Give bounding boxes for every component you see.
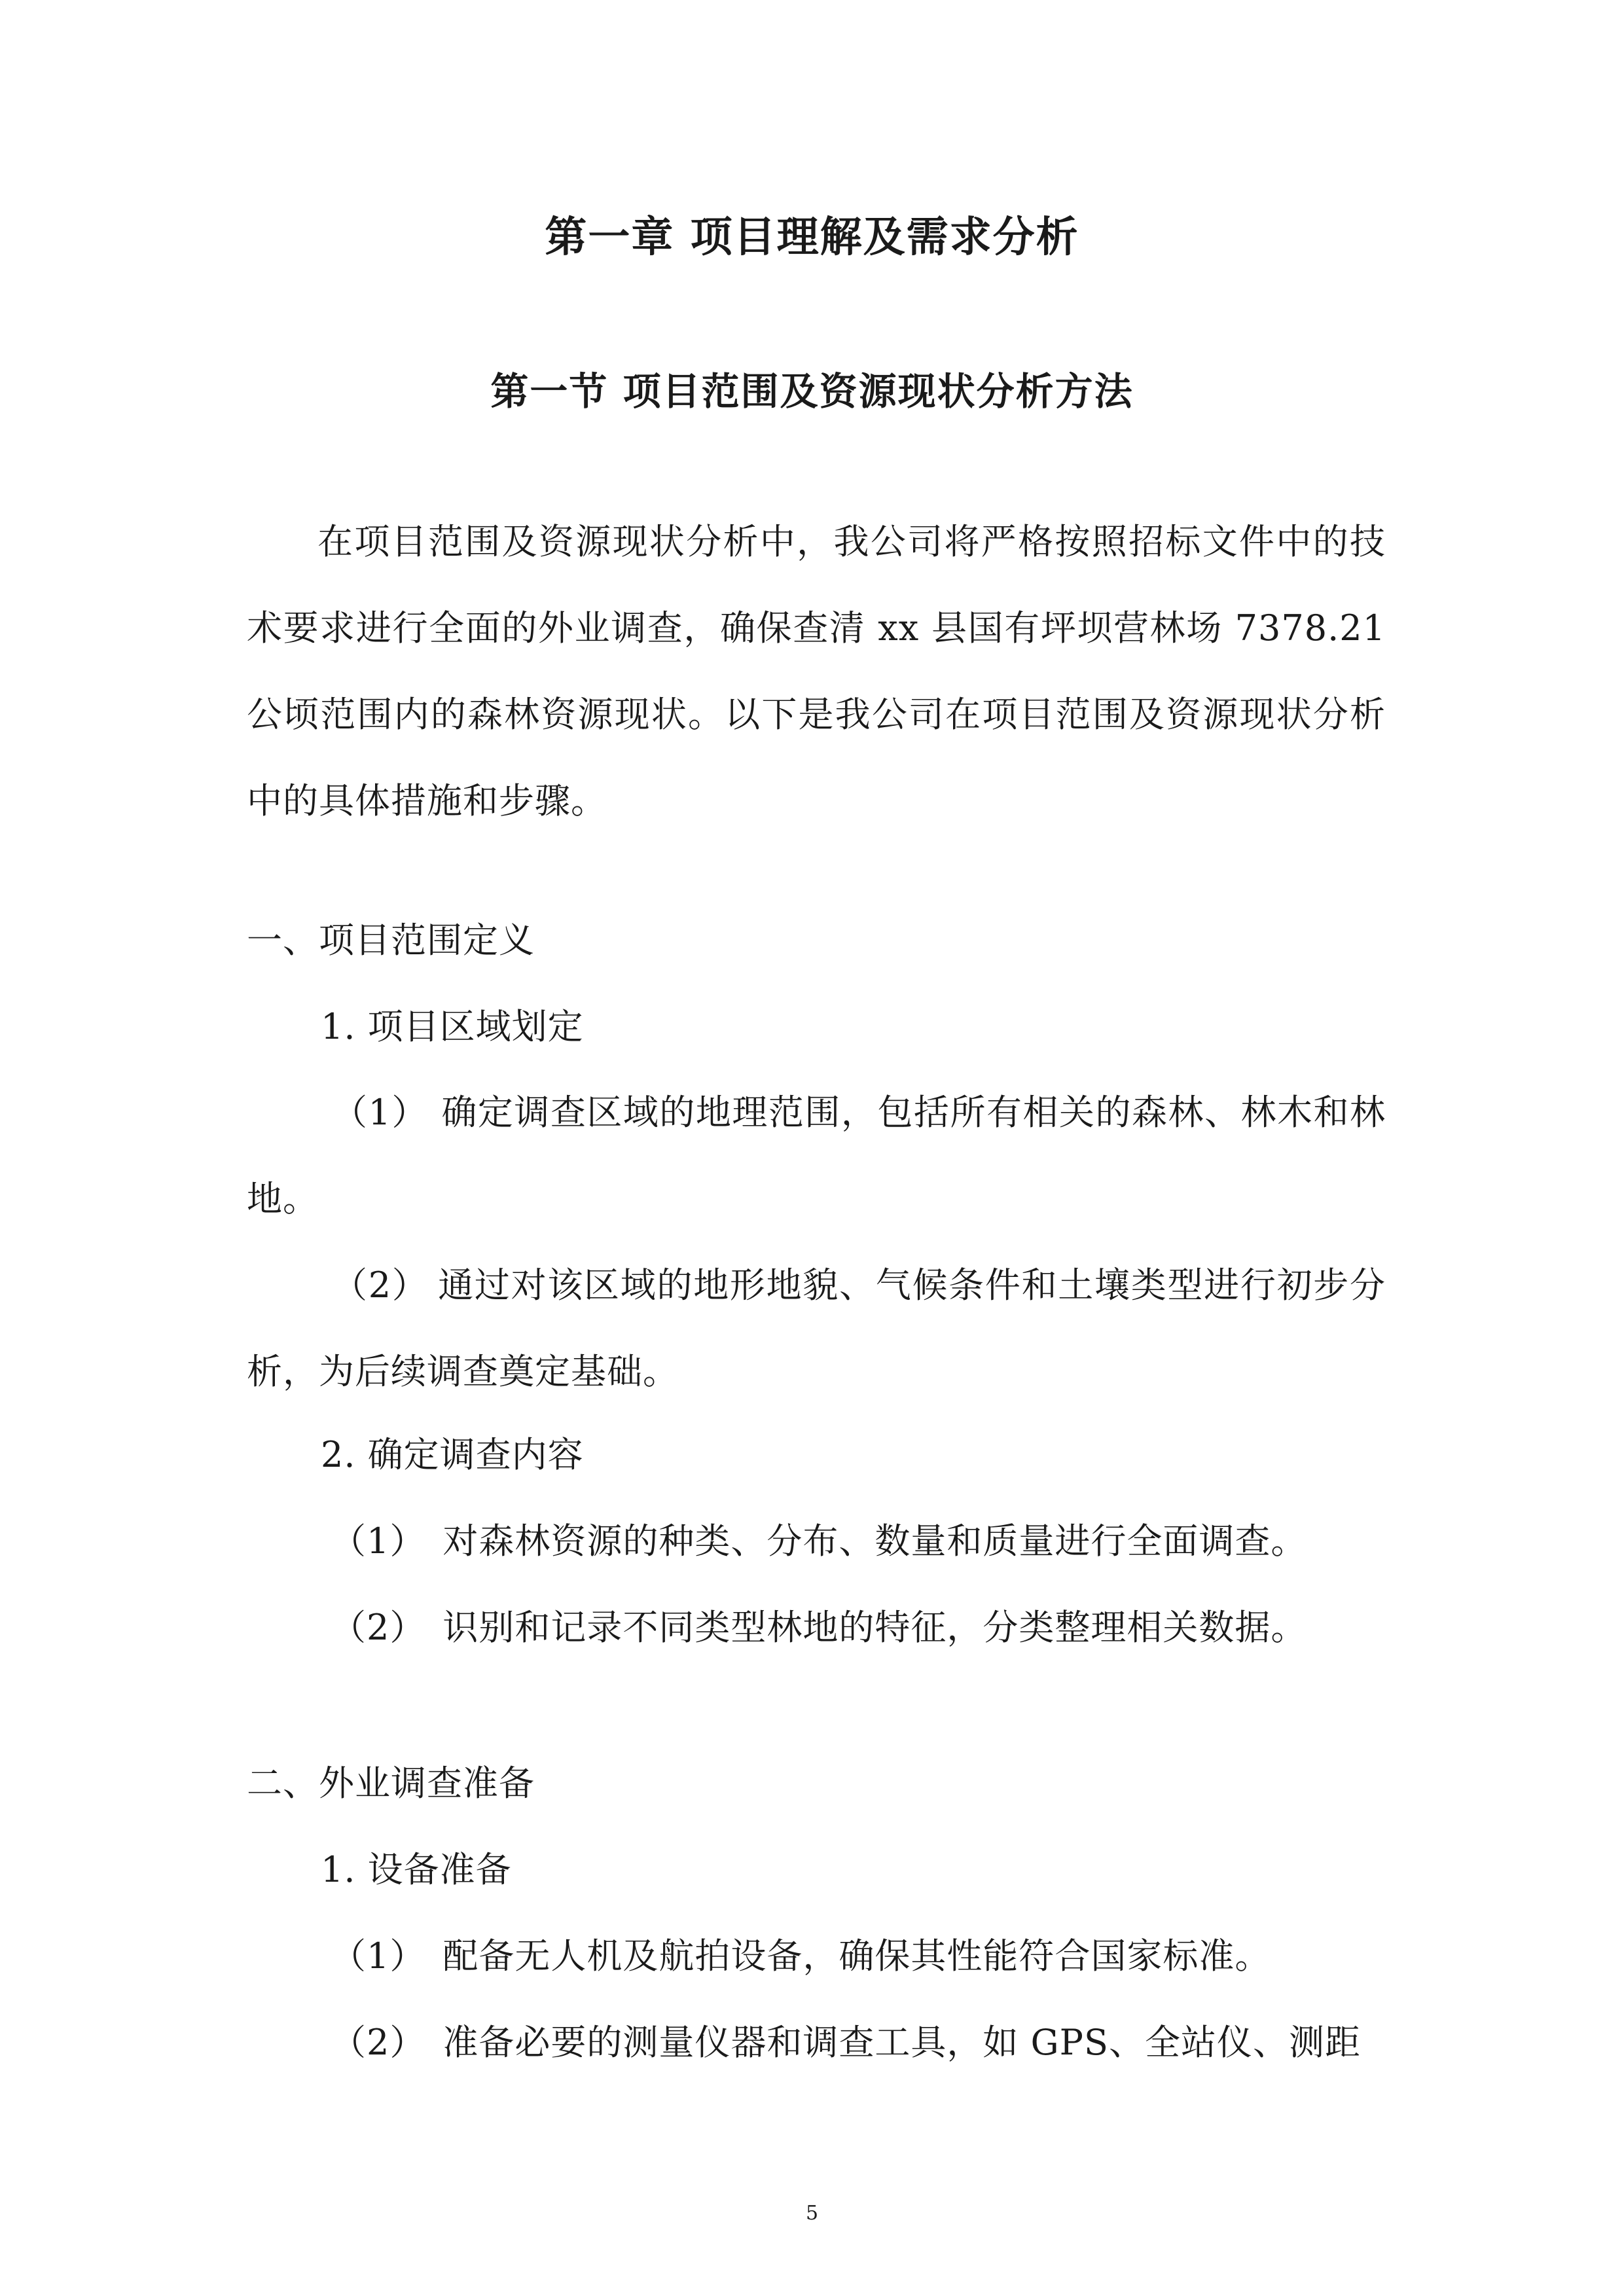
- item-label: （1）: [332, 1092, 428, 1133]
- item-label: （1）: [331, 1520, 426, 1562]
- part1-sub2-heading: 2. 确定调查内容: [321, 1434, 584, 1475]
- part2-heading: 二、外业调查准备: [247, 1763, 535, 1804]
- item-text: 确定调查区域的地理范围，包括所有相关的森林、林木和林地。: [247, 1092, 1386, 1219]
- part1-sub1-item2: [247, 1242, 1386, 1415]
- part1-heading: 一、项目范围定义: [247, 920, 535, 961]
- item-label: （2）: [331, 2022, 426, 2063]
- page-number: 5: [805, 2202, 819, 2225]
- part1-sub2-item1: [331, 1512, 1307, 1571]
- item-label: （2）: [332, 1265, 429, 1306]
- intro-paragraph-text: 在项目范围及资源现状分析中，我公司将严格按照招标文件中的技术要求进行全面的外业调查，确保查清 xx 县国有坪坝营林场 7378.21 公顷范围内的森林资源现状。以下是我公司在项目范围及资源现状分析中的具体措施和步骤。: [247, 521, 1386, 821]
- part1-sub1-heading: 1. 项目区域划定: [321, 1006, 584, 1047]
- intro-paragraph: [247, 499, 1386, 844]
- part2-sub1-heading: 1. 设备准备: [321, 1849, 512, 1890]
- item-text: 通过对该区域的地形地貌、气候条件和土壤类型进行初步分析，为后续调查奠定基础。: [247, 1265, 1386, 1392]
- part1-sub1-item1: [247, 1069, 1386, 1242]
- chapter-title: 第一章 项目理解及需求分析: [545, 213, 1079, 262]
- part2-sub1-item1: [331, 1927, 1271, 1986]
- part2-sub1-item2: [331, 2013, 1361, 2072]
- item-text: 准备必要的测量仪器和调查工具，如 GPS、全站仪、测距: [442, 2022, 1361, 2063]
- part1-sub2-item2: [331, 1598, 1307, 1657]
- item-label: （1）: [331, 1935, 426, 1977]
- item-text: 配备无人机及航拍设备，确保其性能符合国家标准。: [442, 1935, 1271, 1977]
- item-text: 对森林资源的种类、分布、数量和质量进行全面调查。: [442, 1520, 1307, 1562]
- item-label: （2）: [331, 1607, 426, 1648]
- section-title: 第一节 项目范围及资源现状分析方法: [490, 369, 1134, 414]
- item-text: 识别和记录不同类型林地的特征，分类整理相关数据。: [442, 1607, 1307, 1648]
